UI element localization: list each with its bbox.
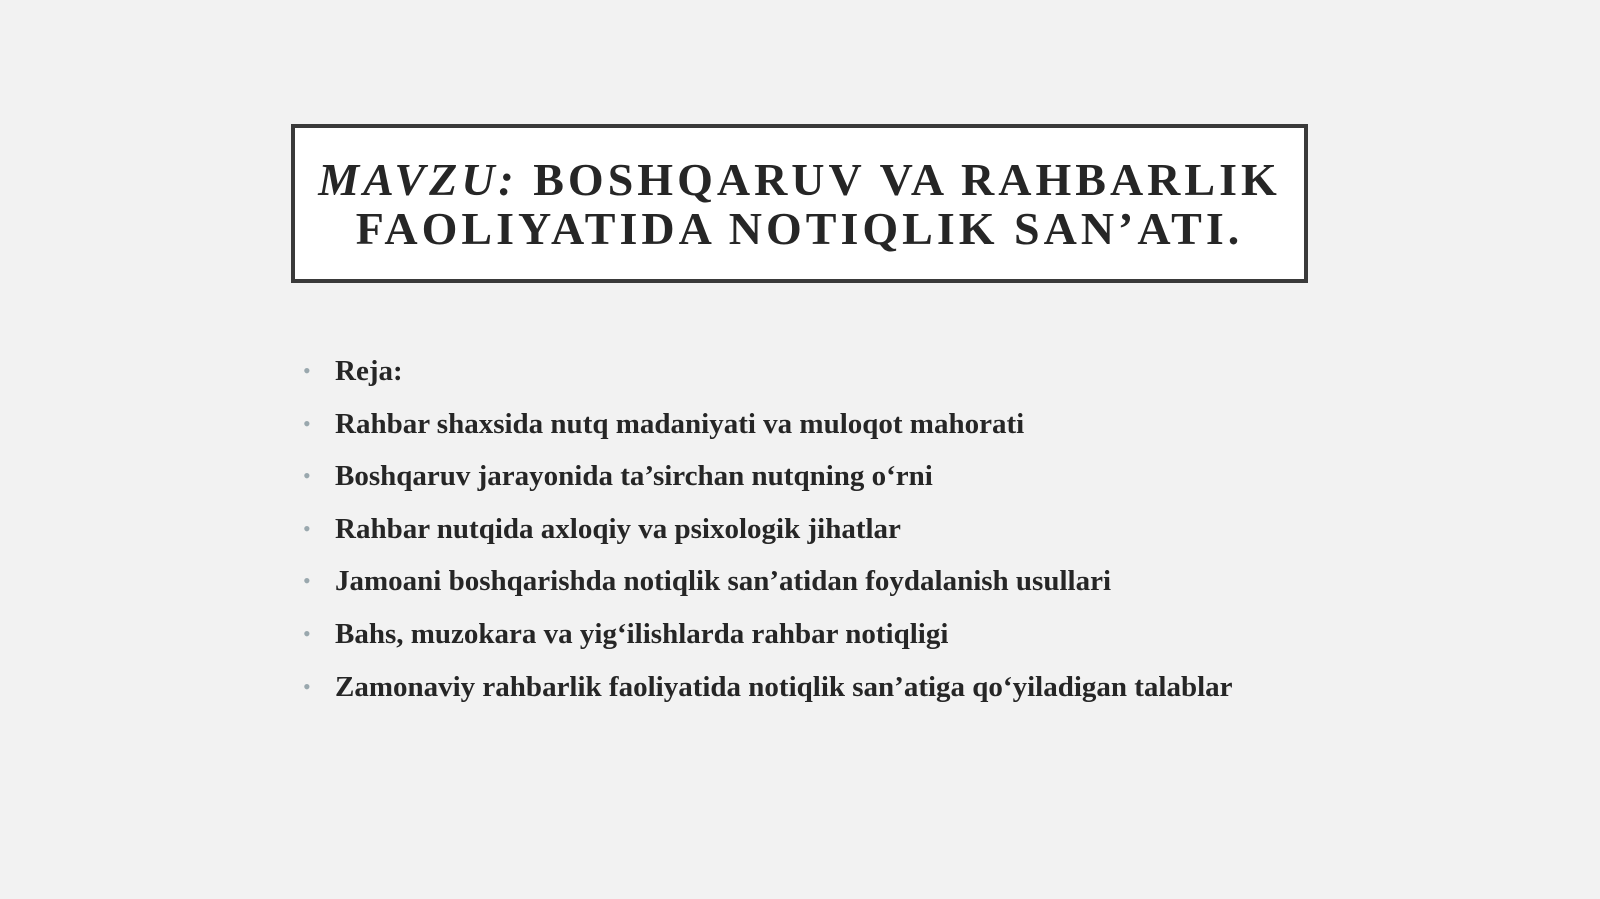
list-item-text: Rahbar shaxsida nutq madaniyati va muloqot mahorati bbox=[335, 407, 1025, 440]
list-item bbox=[303, 661, 1303, 714]
list-item bbox=[303, 398, 1303, 451]
list-item-text: Zamonaviy rahbarlik faoliyatida notiqlik san’atiga qo‘yiladigan talablar bbox=[335, 670, 1233, 703]
list-item bbox=[303, 345, 1303, 398]
slide-title-box bbox=[291, 124, 1308, 283]
list-item bbox=[303, 608, 1303, 661]
list-item-text: Bahs, muzokara va yig‘ilishlarda rahbar notiqligi bbox=[335, 617, 949, 650]
slide-title bbox=[298, 155, 1301, 253]
list-item-text: Reja: bbox=[335, 355, 403, 387]
bullet-dot-icon: • bbox=[303, 673, 311, 699]
bullet-dot-icon: • bbox=[303, 410, 311, 436]
list-item bbox=[303, 555, 1303, 608]
bullet-dot-icon: • bbox=[303, 568, 311, 594]
list-item bbox=[303, 450, 1303, 503]
bullet-dot-icon: • bbox=[303, 463, 311, 489]
bullet-list bbox=[303, 345, 1303, 713]
slide-content bbox=[303, 345, 1303, 713]
list-item bbox=[303, 503, 1303, 556]
title-line-1: BOSHQARUV VA RAHBARLIK bbox=[533, 153, 1281, 205]
list-item-text: Rahbar nutqida axloqiy va psixologik jihatlar bbox=[335, 512, 901, 545]
bullet-dot-icon: • bbox=[303, 620, 311, 646]
bullet-dot-icon: • bbox=[303, 358, 311, 383]
list-item-text: Boshqaruv jarayonida ta’sirchan nutqning o‘rni bbox=[335, 460, 933, 493]
title-prefix: MAVZU: bbox=[318, 153, 518, 205]
bullet-dot-icon: • bbox=[303, 515, 311, 541]
title-line-2: FAOLIYATIDA NOTIQLIK SAN’ATI. bbox=[355, 202, 1244, 254]
list-item-text: Jamoani boshqarishda notiqlik san’atidan foydalanish usullari bbox=[335, 565, 1112, 598]
